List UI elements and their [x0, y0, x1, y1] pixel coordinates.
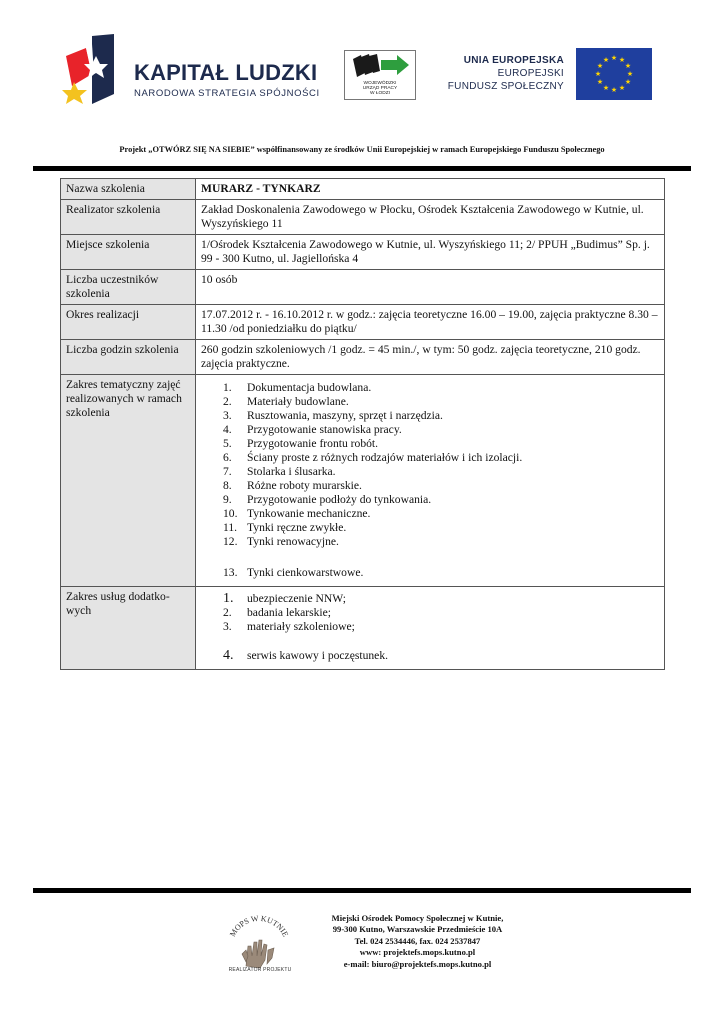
- list-item: [223, 409, 659, 423]
- item-text: Tynki ręczne zwykłe.: [247, 521, 347, 534]
- svg-text:★: ★: [602, 56, 610, 64]
- item-number: 6.: [223, 451, 232, 464]
- item-text: Materiały budowlane.: [247, 395, 349, 408]
- item-number: 4.: [223, 648, 234, 663]
- wup-caption-line: W ŁODZI: [370, 91, 390, 97]
- item-number: 3.: [223, 620, 232, 633]
- svg-text:★: ★: [624, 78, 632, 86]
- list-item: [223, 507, 659, 521]
- item-number: 1.: [223, 381, 232, 394]
- item-text: Różne roboty murarskie.: [247, 479, 362, 492]
- item-number: 12.: [223, 535, 238, 548]
- svg-text:★: ★: [626, 70, 634, 78]
- item-number: 2.: [223, 606, 232, 619]
- svg-text:★: ★: [610, 54, 618, 62]
- svg-text:★: ★: [624, 62, 632, 70]
- svg-text:★: ★: [596, 78, 604, 86]
- row-value: 17.07.2012 r. - 16.10.2012 r. w godz.: zajęcia teoretyczne 16.00 – 19.00, zajęcia praktyczne 8.30 – 11.30 /od poniedziałku do piątku/: [196, 305, 665, 340]
- wup-arrow-icon: [345, 51, 415, 81]
- item-text: badania lekarskie;: [247, 606, 332, 619]
- table-row: [61, 340, 665, 375]
- training-name: MURARZ - TYNKARZ: [196, 179, 665, 200]
- extras-cell: [196, 587, 665, 670]
- list-item: [223, 479, 659, 493]
- item-number: 5.: [223, 437, 232, 450]
- table-row: [61, 375, 665, 587]
- list-item: [223, 606, 659, 620]
- item-text: Tynki cienkowarstwowe.: [247, 566, 364, 579]
- item-number: 1.: [223, 591, 234, 606]
- row-value: 1/Ośrodek Kształcenia Zawodowego w Kutnie, ul. Wyszyńskiego 11; 2/ PPUH „Budimus” Sp. j. 99 - 300 Kutno, ul. Jagiellońska 4: [196, 235, 665, 270]
- row-value: Zakład Doskonalenia Zawodowego w Płocku, Ośrodek Kształcenia Zawodowego w Kutnie, ul. Wyszyńskiego 11: [196, 200, 665, 235]
- table-row: [61, 235, 665, 270]
- list-item: [223, 395, 659, 409]
- item-number: 7.: [223, 465, 232, 478]
- item-text: Stolarka i ślusarka.: [247, 465, 336, 478]
- wup-caption-line: WOJEWÓDZKI: [363, 81, 397, 86]
- footer-contact: [310, 913, 525, 970]
- item-number: 3.: [223, 409, 232, 422]
- mops-logo-lettering: MOPS W KUTNIE: [227, 913, 291, 939]
- topics-cell: [196, 375, 665, 587]
- table-row: [61, 179, 665, 200]
- mops-caption: REALIZATOR PROJEKTU: [228, 967, 292, 973]
- svg-text:★: ★: [610, 86, 618, 94]
- kapital-ludzki-subtitle: NARODOWA STRATEGIA SPÓJNOŚCI: [134, 88, 320, 99]
- footer-line-www: www: projektefs.mops.kutno.pl: [359, 947, 476, 958]
- kapital-ludzki-logo: [62, 34, 322, 114]
- row-value: 260 godzin szkoleniowych /1 godz. = 45 min./, w tym: 50 godz. zajęcia teoretyczne, 210 godz. zajęcia praktyczne.: [196, 340, 665, 375]
- list-item: [223, 451, 659, 465]
- svg-text:★: ★: [602, 84, 610, 92]
- item-text: Tynkowanie mechaniczne.: [247, 507, 371, 520]
- kapital-ludzki-title: KAPITAŁ LUDZKI: [134, 60, 318, 85]
- kapital-ludzki-mark: [62, 34, 122, 114]
- item-number: 2.: [223, 395, 232, 408]
- eu-logo: [447, 48, 652, 102]
- table-row: [61, 200, 665, 235]
- wup-logo: [344, 50, 416, 100]
- list-item: [223, 566, 659, 580]
- footer-line-org: Miejski Ośrodek Pomocy Społecznej w Kutnie,: [331, 913, 504, 923]
- item-number: 13.: [223, 566, 238, 579]
- item-number: 9.: [223, 493, 232, 506]
- top-divider: [33, 166, 691, 171]
- list-item: [223, 437, 659, 451]
- list-item: [223, 381, 659, 395]
- item-text: Przygotowanie frontu robót.: [247, 437, 379, 450]
- list-item: [223, 423, 659, 437]
- list-item: [223, 649, 659, 663]
- row-label: Liczba godzin szkolenia: [61, 340, 196, 375]
- eu-fund-line2: FUNDUSZ SPOŁECZNY: [447, 81, 564, 92]
- footer-line-email: e-mail: biuro@projektefs.mops.kutno.pl: [343, 958, 492, 969]
- item-text: Przygotowanie stanowiska pracy.: [247, 423, 402, 436]
- table-row: [61, 587, 665, 670]
- topics-list: [201, 378, 659, 583]
- svg-text:★: ★: [618, 56, 626, 64]
- project-statement: Projekt „OTWÓRZ SIĘ NA SIEBIE” współfinansowany ze środków Unii Europejskiej w ramach Europejskiego Funduszu Społecznego: [119, 145, 605, 154]
- footer-line-phone: Tel. 024 2534446, fax. 024 2537847: [354, 935, 481, 946]
- svg-text:★: ★: [596, 62, 604, 70]
- item-text: materiały szkoleniowe;: [247, 620, 355, 633]
- eu-fund-line1: EUROPEJSKI: [497, 68, 564, 79]
- list-item: [223, 535, 659, 549]
- item-text: Ściany proste z różnych rodzajów materiałów i ich izolacji.: [247, 451, 523, 464]
- mops-hands-icon: [224, 910, 294, 970]
- row-label: Okres realizacji: [61, 305, 196, 340]
- table-row: [61, 305, 665, 340]
- eu-logo-text: [448, 54, 564, 93]
- item-text: Dokumentacja budowlana.: [247, 381, 372, 394]
- row-label: Realizator szkolenia: [61, 200, 196, 235]
- item-number: 4.: [223, 423, 232, 436]
- eu-title: UNIA EUROPEJSKA: [463, 55, 564, 66]
- item-text: Przygotowanie podłoży do tynkowania.: [247, 493, 432, 506]
- row-label: Zakres usług dodatko-wych: [61, 587, 196, 670]
- svg-text:★: ★: [618, 84, 626, 92]
- row-label: Liczba uczestników szkolenia: [61, 270, 196, 305]
- item-text: Tynki renowacyjne.: [247, 535, 339, 548]
- list-item: [223, 493, 659, 507]
- item-text: ubezpieczenie NNW;: [247, 592, 347, 605]
- row-value: 10 osób: [196, 270, 665, 305]
- list-item: [223, 592, 659, 606]
- svg-text:★: ★: [594, 70, 602, 78]
- training-info-table: [60, 178, 665, 670]
- eu-flag-icon: [576, 48, 652, 100]
- wup-caption-line: URZĄD PRACY: [362, 86, 398, 92]
- bottom-divider: [33, 888, 691, 893]
- list-item: [223, 521, 659, 535]
- list-item: [223, 620, 659, 634]
- row-label: Miejsce szkolenia: [61, 235, 196, 270]
- item-text: Rusztowania, maszyny, sprzęt i narzędzia.: [247, 409, 443, 422]
- row-label: Zakres tematyczny zajęć realizowanych w ramach szkolenia: [61, 375, 196, 587]
- item-number: 10.: [223, 507, 238, 520]
- wup-caption: [344, 81, 416, 97]
- item-number: 8.: [223, 479, 232, 492]
- row-label: Nazwa szkolenia: [61, 179, 196, 200]
- extras-list: [201, 590, 659, 666]
- table-row: [61, 270, 665, 305]
- footer-line-address: 99-300 Kutno, Warszawskie Przedmieście 10A: [332, 924, 503, 935]
- item-number: 11.: [223, 521, 238, 534]
- list-item: [223, 465, 659, 479]
- item-text: serwis kawowy i poczęstunek.: [247, 649, 389, 662]
